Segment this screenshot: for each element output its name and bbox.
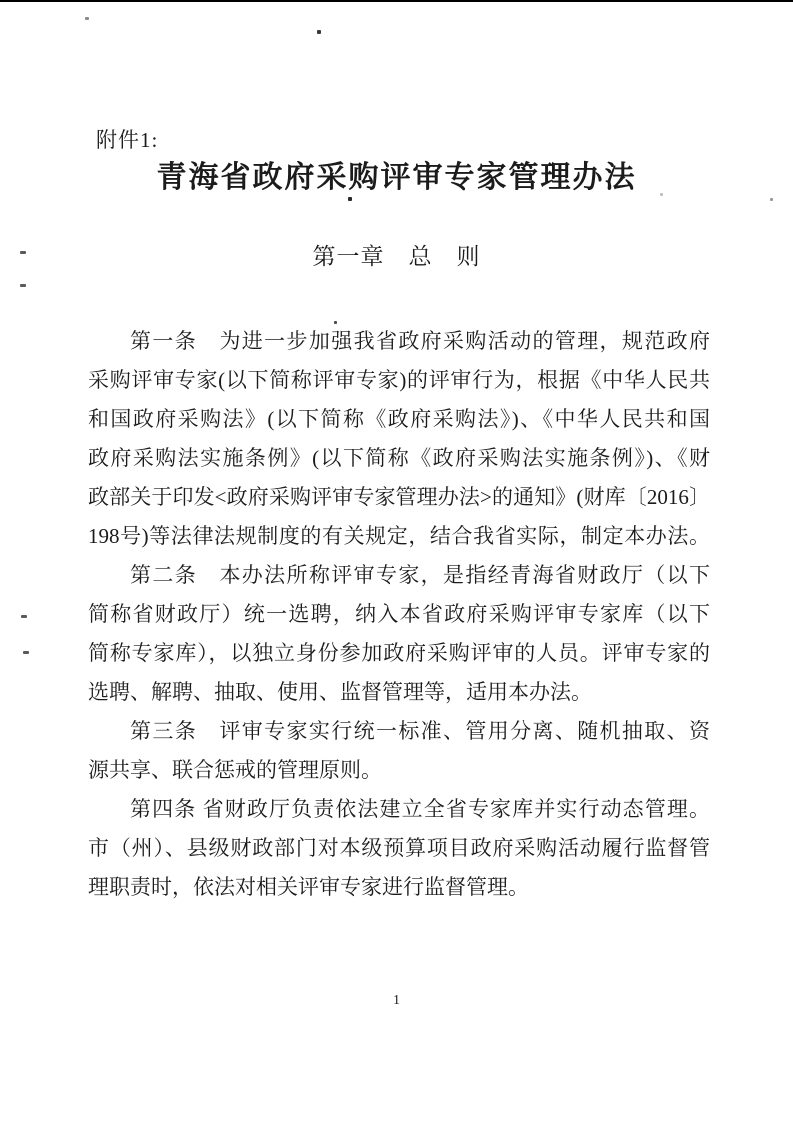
body-line: 源共享、联合惩戒的管理原则。 [88,758,382,782]
body-line: 政部关于印发<政府采购评审专家管理办法>的通知》(财库〔2016〕 [88,485,710,509]
body-line: 简称专家库），以独立身份参加政府采购评审的人员。评审专家的 [88,641,710,665]
body-line: 市（州）、县级财政部门对本级预算项目政府采购活动履行监督管 [88,836,710,860]
body-line: 和国政府采购法》(以下简称《政府采购法》)、《中华人民共和国 [88,407,710,431]
document-title: 青海省政府采购评审专家管理办法 [156,161,637,194]
scan-speck [348,197,352,201]
scan-speck [23,651,29,654]
body-line: 采购评审专家(以下简称评审专家)的评审行为，根据《中华人民共 [88,368,710,392]
paragraph [88,556,710,712]
body-line: 第二条 本办法所称评审专家，是指经青海省财政厅（以下 [130,563,710,587]
document-body [88,322,710,907]
scan-speck [770,198,773,201]
body-line: 政府采购法实施条例》(以下简称《政府采购法实施条例》)、《财 [88,446,710,470]
chapter-heading: 第一章 总 则 [312,244,481,269]
scan-edge-line [0,0,793,2]
scan-speck [85,17,89,20]
body-line: 198号)等法律法规制度的有关规定，结合我省实际，制定本办法。 [88,524,710,548]
scan-speck [317,30,321,34]
paragraph [88,322,710,556]
paragraph [88,790,710,907]
scan-speck [21,615,27,618]
body-line: 第一条 为进一步加强我省政府采购活动的管理，规范政府 [130,329,710,353]
scan-speck [20,251,26,254]
page-number: 1 [393,993,400,1008]
body-line: 理职责时，依法对相关评审专家进行监督管理。 [88,875,529,899]
body-line: 简称省财政厅）统一选聘，纳入本省政府采购评审专家库（以下 [88,602,710,626]
body-line: 第四条 省财政厅负责依法建立全省专家库并实行动态管理。 [130,797,710,821]
scan-speck [20,284,26,287]
paragraph [88,712,710,790]
attachment-label: 附件1: [96,128,159,152]
scan-speck [660,193,663,196]
body-line: 第三条 评审专家实行统一标准、管用分离、随机抽取、资 [130,719,710,743]
body-line: 选聘、解聘、抽取、使用、监督管理等，适用本办法。 [88,680,592,704]
scan-speck [334,321,337,324]
